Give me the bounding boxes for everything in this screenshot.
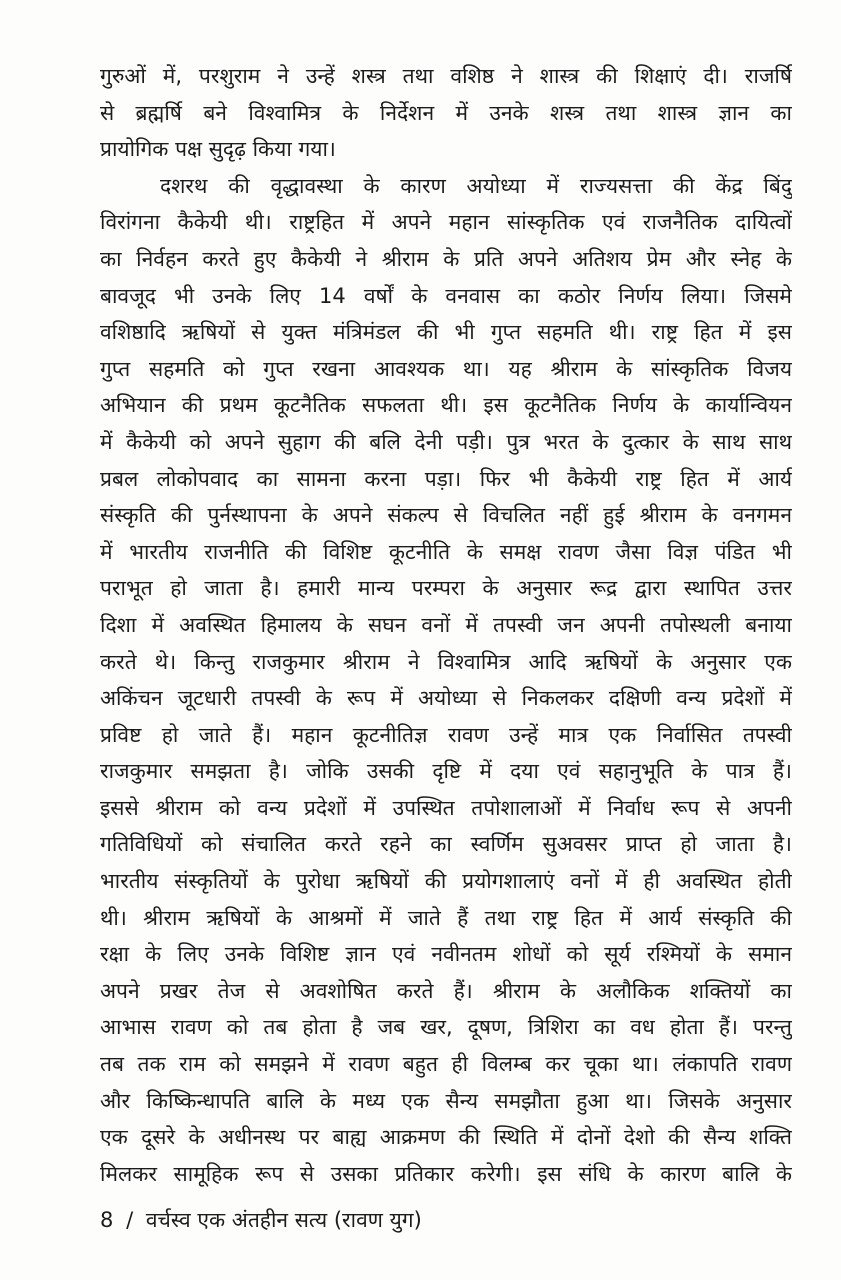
- text-line: भारतीय संस्कृतियों के पुरोधा ऋषियों की प्रयोगशालाएं वनों में ही अवस्थित होती: [100, 869, 792, 894]
- text-line: थी। श्रीराम ऋषियों के आश्रमों में जाते हैं तथा राष्ट्र हित में आर्य संस्कृति की: [100, 905, 792, 930]
- text-line: वशिष्ठादि ऋषियों से युक्त मंत्रिमंडल की भी गुप्त सहमति थी। राष्ट्र हित में इस: [100, 320, 792, 345]
- text-line: अभियान की प्रथम कूटनैतिक सफलता थी। इस कूटनैतिक निर्णय के कार्यान्वियन: [100, 393, 792, 418]
- text-line: में कैकेयी को अपने सुहाग की बलि देनी पड़ी। पुत्र भरत के दुत्कार के साथ साथ: [100, 429, 792, 454]
- text-line: करते थे। किन्तु राजकुमार श्रीराम ने विश्वामित्र आदि ऋषियों के अनुसार एक: [100, 649, 792, 674]
- text-line: आभास रावण को तब होता है जब खर, दूषण, त्रिशिरा का वध होता हैं। परन्तु: [100, 1015, 792, 1040]
- page-footer: [100, 1205, 428, 1235]
- footer-separator: /: [126, 1208, 134, 1232]
- text-line: इससे श्रीराम को वन्य प्रदेशों में उपस्थित तपोशालाओं में निर्वाध रूप से अपनी: [100, 795, 792, 820]
- text-line: गुरुओं में, परशुराम ने उन्हें शस्त्र तथा वशिष्ठ ने शास्त्र की शिक्षाएं दी। राजर्षि: [100, 64, 792, 88]
- text-line: दशरथ की वृद्धावस्था के कारण अयोध्या में राज्यसत्ता की केंद्र बिंदु: [160, 173, 792, 198]
- text-line: गुप्त सहमति को गुप्त रखना आवश्यक था। यह श्रीराम के सांस्कृतिक विजय: [100, 356, 792, 381]
- text-line: तब तक राम को समझने में रावण बहुत ही विलम्ब कर चूका था। लंकापति रावण: [100, 1052, 792, 1077]
- text-line: प्रविष्ट हो जाते हैं। महान कूटनीतिज्ञ रावण उन्हें मात्र एक निर्वासित तपस्वी: [100, 722, 792, 747]
- text-line: गतिविधियों को संचालित करते रहने का स्वर्णिम सुअवसर प्राप्त हो जाता है।: [100, 832, 792, 857]
- text-line: से ब्रह्मर्षि बने विश्वामित्र के निर्देशन में उनके शस्त्र तथा शास्त्र ज्ञान का: [100, 100, 792, 125]
- text-line: अकिंचन जूटधारी तपस्वी के रूप में अयोध्या से निकलकर दक्षिणी वन्य प्रदेशों में: [100, 686, 792, 711]
- text-line: पराभूत हो जाता है। हमारी मान्य परम्परा के अनुसार रूद्र द्वारा स्थापित उत्तर: [100, 576, 792, 601]
- text-line: विरांगना कैकेयी थी। राष्ट्रहित में अपने महान सांस्कृतिक एवं राजनैतिक दायित्वों: [100, 210, 792, 235]
- text-line: राजकुमार समझता है। जोकि उसकी दृष्टि में दया एवं सहानुभूति के पात्र हैं।: [100, 759, 792, 784]
- book-title: वर्चस्व एक अंतहीन सत्य (रावण युग): [145, 1208, 422, 1232]
- text-line: का निर्वहन करते हुए कैकेयी ने श्रीराम के प्रति अपने अतिशय प्रेम और स्नेह के: [100, 246, 792, 271]
- text-line: और किष्किन्धापति बालि के मध्य एक सैन्य समझौता हुआ था। जिसके अनुसार: [100, 1088, 792, 1113]
- page-number: 8: [100, 1208, 114, 1232]
- text-line: मिलकर सामूहिक रूप से उसका प्रतिकार करेगी। इस संधि के कारण बालि के: [100, 1161, 792, 1186]
- text-line: प्रबल लोकोपवाद का सामना करना पड़ा। फिर भी कैकेयी राष्ट्र हित में आर्य: [100, 466, 792, 491]
- text-line: बावजूद भी उनके लिए 14 वर्षों के वनवास का कठोर निर्णय लिया। जिसमे: [100, 283, 792, 308]
- text-line: प्रायोगिक पक्ष सुदृढ़ किया गया।: [100, 137, 336, 162]
- text-line: दिशा में अवस्थित हिमालय के सघन वनों में तपस्वी जन अपनी तपोस्थली बनाया: [100, 612, 792, 637]
- text-line: संस्कृति की पुर्नस्थापना के अपने संकल्प से विचलित नहीं हुई श्रीराम के वनगमन: [100, 503, 792, 528]
- body-text: [100, 58, 792, 1192]
- text-line: एक दूसरे के अधीनस्थ पर बाह्य आक्रमण की स्थिति में दोनों देशो की सैन्य शक्ति: [100, 1125, 792, 1150]
- text-line: अपने प्रखर तेज से अवशोषित करते हैं। श्रीराम के अलौकिक शक्तियों का: [100, 978, 792, 1003]
- text-line: रक्षा के लिए उनके विशिष्ट ज्ञान एवं नवीनतम शोधों को सूर्य रश्मियों के समान: [100, 942, 792, 967]
- text-line: में भारतीय राजनीति की विशिष्ट कूटनीति के समक्ष रावण जैसा विज्ञ पंडित भी: [100, 539, 792, 564]
